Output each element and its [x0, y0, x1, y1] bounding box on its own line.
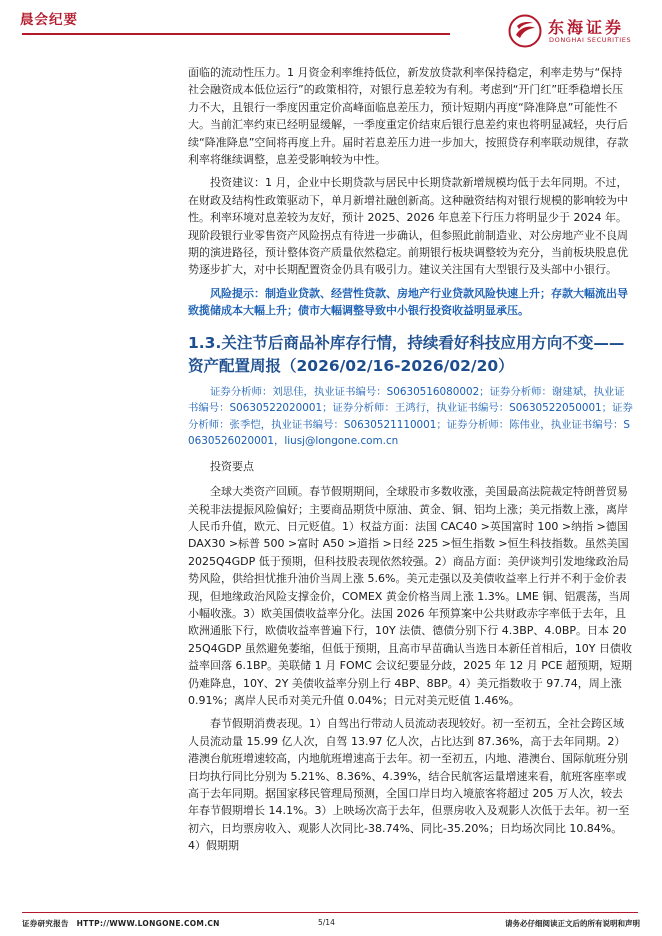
page-number: 5/14	[318, 918, 335, 927]
investment-highlights-heading: 投资要点	[210, 459, 254, 473]
section-title: 1.3.关注节后商品补库存行情，持续看好科技应用方向不变——资产配置周报（2026/02/16-2026/02/20）	[188, 333, 625, 375]
header-title: 晨会纪要	[20, 12, 78, 28]
donghai-logo-icon	[508, 14, 542, 48]
page-header	[0, 0, 662, 56]
paragraph-liquidity: 面临的流动性压力。1 月资金利率维持低位，新发放贷款利率保持稳定，利率走势与“保持社会融资成本低位运行”的政策相符，对银行息差较为有利。考虑到“开门红”旺季稳增长压力不大，且银行一季度因重定价高峰面临息差压力，预计短期内再度“降准降息”可能性不大。当前汇率约束已经明显缓解，一季度重定价结束后银行息差约束也将明显减轻，央行后续“降准降息”空间将再度上升。届时若息差压力进一步加大，按照贷存利率联动规律，存款利率将继续调整，息差受影响较为中性。	[188, 66, 629, 167]
paragraph-investment-advice: 投资建议：1 月，企业中长期贷款与居民中长期贷款新增规模均低于去年同期。不过，在财政及结构性政策驱动下，单月新增社融创新高。这种融资结构对银行规模的影响较为中性。利率环境对息差较为友好，预计 2025、2026 年息差下行压力将明显少于 2024 年。现阶段银行业零售资产风险拐点有待进一步确认，但参照此前制造业、对公房地产业不良周期的演进路径，预计整体资产质量依然稳定。前期银行板块调整较为充分，当前板块股息优势逐步扩大，对中长期配置资金仍具有吸引力。建议关注国有大型银行及头部中小银行。	[188, 176, 628, 277]
logo-chinese-name: 东海证券	[548, 18, 625, 37]
logo-english-name: DONGHAI SECURITIES	[549, 36, 632, 44]
header-divider	[22, 33, 450, 35]
report-body	[188, 64, 633, 861]
risk-warning: 风险提示：制造业贷款、经营性贷款、房地产行业贷款风险快速上升；存款大幅流出导致揽储成本大幅上升；债市大幅调整导致中小银行投资收益明显承压。	[188, 286, 628, 318]
footer-divider	[22, 912, 638, 913]
analyst-info: 证券分析师：刘思佳，执业证书编号：S0630516080002；证券分析师：谢建斌，执业证书编号：S0630522020001；证券分析师：王鸿行，执业证书编号：S0630522050001；证券分析师：张季恺，执业证书编号：S0630521110001；证券分析师：陈伟业，执业证书编号：S0630526020001，liusj@longone.com.cn	[188, 385, 633, 448]
footer-disclaimer: 请务必仔细阅读正文后的所有说明和声明	[505, 919, 640, 928]
company-logo	[492, 14, 652, 52]
footer-website: 证券研究报告 HTTP://WWW.LONGONE.COM.CN	[22, 919, 220, 928]
paragraph-global-assets: 全球大类资产回顾。春节假期期间，全球股市多数收涨，美国最高法院裁定特朗普贸易关税非法提振风险偏好；主要商品期货中原油、黄金、铜、铝均上涨；美元指数上涨，离岸人民币升值，欧元、日元贬值。1）权益方面：法国 CAC40 >英国富时 100 >纳指 >德国 DAX30 >标普 500 >富时 A50 >道指 >日经 225 >恒生指数 >恒生科技指数。虽然美国 2025Q4GDP 低于预期，但科技股表现依然较强。2）商品方面：美伊谈判引发地缘政治局势风险，供给担忧推升油价当周上涨 5.6%。美元走强以及美债收益率上行并不利于金价表现，但地缘政治风险支撑金价，COMEX 黄金价格当周上涨 1.3%。LME 铜、铝震荡，当周小幅收涨。3）欧美国债收益率分化。法国 2026 年预算案中公共财政赤字率低于去年，且欧洲通胀下行，欧债收益率普遍下行，10Y 法债、德债分别下行 4.3BP、4.0BP。日本 2025Q4GDP 虽然避免萎缩，但低于预期，且高市早苗确认当选日本新任首相后，10Y 日债收益率回落 6.1BP。美联储 1 月 FOMC 会议纪要显分歧，2025 年 12 月 PCE 超预期，短期仍难降息，10Y、2Y 美债收益率分别上行 4BP、8BP。4）美元指数收于 97.74，周上涨 0.91%；离岸人民币对美元升值 0.04%；日元对美元贬值 1.46%。	[188, 485, 633, 707]
page-footer	[0, 904, 662, 936]
paragraph-holiday-consumption: 春节假期消费表现。1）自驾出行带动人员流动表现较好。初一至初五，全社会跨区域人员流动量 15.99 亿人次，自驾 13.97 亿人次，占比达到 87.36%，高于去年同期。2）港澳台航班增速较高，内地航班增速高于去年。初一至初五，内地、港澳台、国际航班分别日均执行同比分别为 5.21%、8.36%、4.39%，结合民航客运量增速来看，航班客座率或高于去年同期。据国家移民管理局预测，全国口岸日均入境旅客将超过 205 万人次，较去年春节假期增长 14.1%。3）上映场次高于去年，但票房收入及观影人次低于去年。初一至初六，日均票房收入、观影人次同比-38.74%、同比-35.20%；日均场次同比 10.84%。4）假期期	[188, 717, 630, 853]
